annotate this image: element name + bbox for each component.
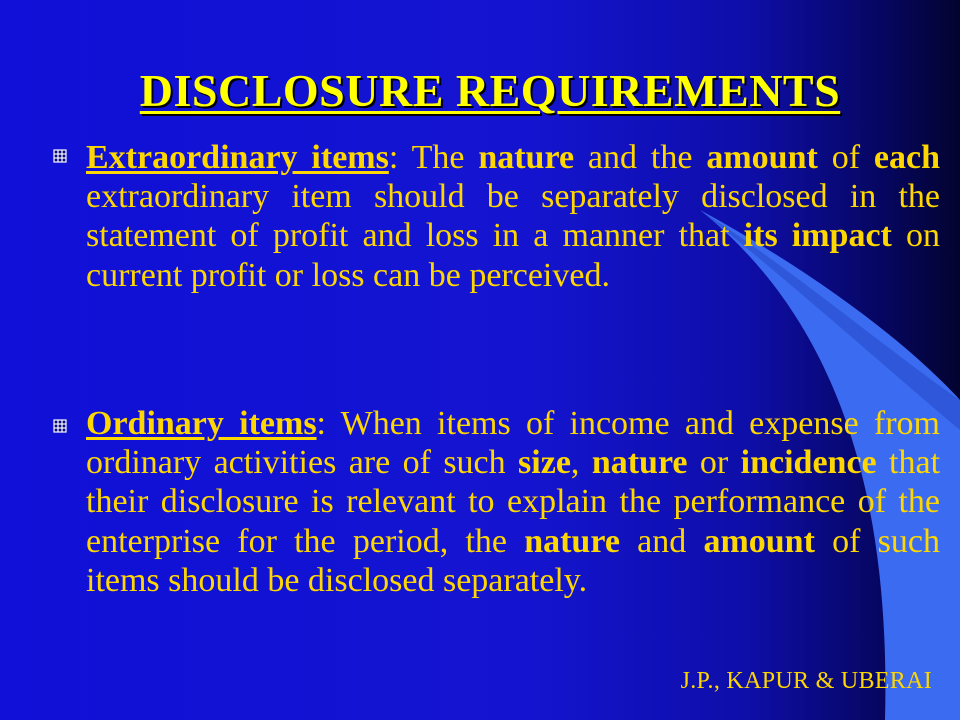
footer-authors: J.P., KAPUR & UBERAI	[680, 668, 932, 694]
text-segment: on current profit or loss can be perceived.	[86, 217, 941, 294]
text-segment: When items of income and expense from ordinary activities are of such	[86, 405, 940, 482]
emphasis-amount: amount	[706, 139, 818, 176]
emphasis-size: size	[518, 444, 571, 482]
term-separator: :	[316, 405, 326, 442]
bullet-paragraph	[86, 404, 940, 600]
emphasis-amount: amount	[703, 522, 815, 560]
text-segment: extraordinary item should be separately disclosed in the statement of profit and loss in a manner that	[86, 178, 940, 255]
bullet-ordinary-items	[86, 404, 940, 600]
text-segment: ,	[570, 444, 592, 482]
text-segment: The	[398, 139, 479, 176]
term-ordinary-items: Ordinary items	[86, 405, 317, 442]
text-segment: that their disclosure is relevant to explain the performance of the enterprise for the period, the	[86, 444, 941, 560]
bullet-square-icon	[52, 148, 68, 164]
text-segment: and the	[574, 139, 707, 176]
bullet-paragraph	[86, 138, 940, 295]
emphasis-incidence: incidence	[740, 444, 877, 482]
text-segment: of	[817, 139, 874, 176]
emphasis-nature-2: nature	[524, 522, 620, 560]
term-separator: :	[388, 139, 399, 176]
emphasis-each: each	[873, 139, 941, 176]
emphasis-its-impact: its impact	[743, 217, 892, 255]
bullet-square-icon	[52, 418, 68, 434]
slide-title: DISCLOSURE REQUIREMENTS	[139, 65, 841, 116]
emphasis-nature: nature	[591, 444, 688, 482]
text-segment: of such items should be disclosed separately.	[86, 522, 940, 599]
term-extraordinary-items: Extraordinary items	[86, 139, 389, 176]
text-segment: and	[619, 522, 704, 560]
text-segment: or	[687, 444, 741, 482]
bullet-extraordinary-items	[86, 138, 940, 295]
emphasis-nature: nature	[478, 139, 575, 176]
